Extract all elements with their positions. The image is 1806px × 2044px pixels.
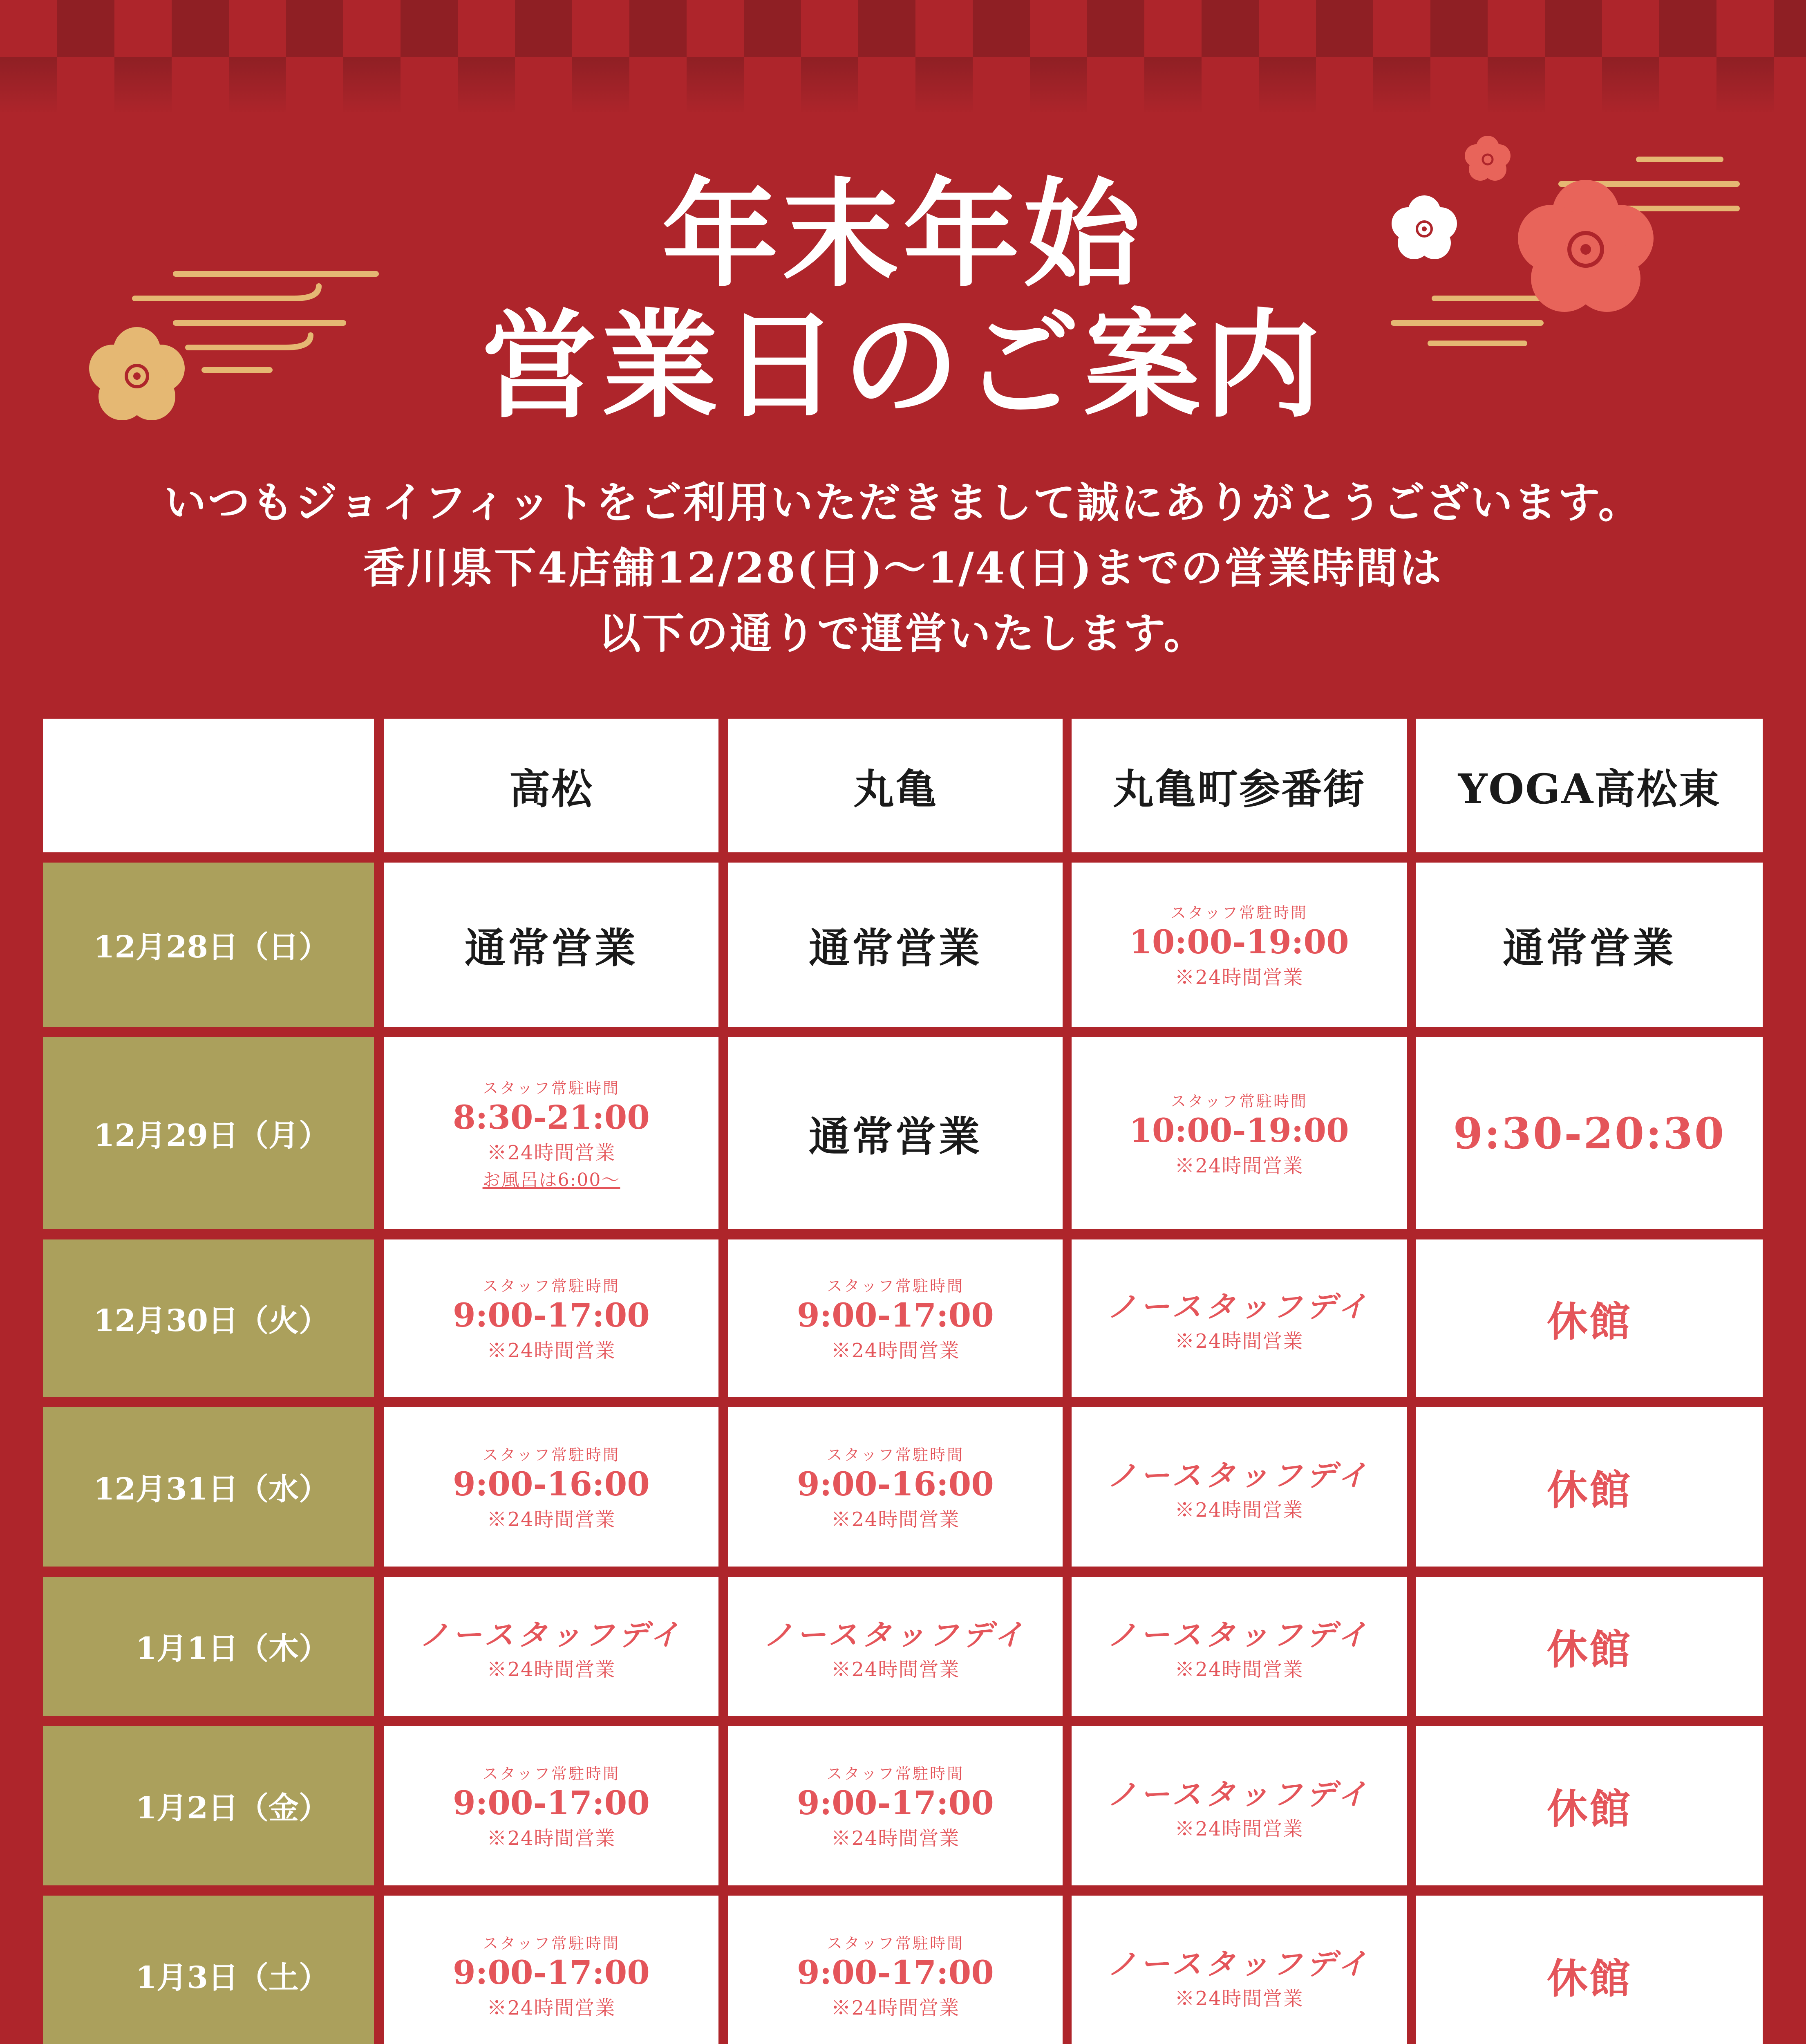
staff-hours-time: 9:00-17:00 xyxy=(797,1953,994,1992)
status-normal: 通常営業 xyxy=(1503,924,1676,972)
schedule-cell xyxy=(1072,1407,1407,1567)
staff-hours-time: 9:00-16:00 xyxy=(797,1464,994,1503)
schedule-cell xyxy=(728,1037,1063,1229)
schedule-cell xyxy=(1416,863,1763,1027)
schedule-cell xyxy=(728,1577,1063,1716)
open-24h-note: ※24時間営業 xyxy=(487,1827,616,1850)
staff-hours-time: 10:00-19:00 xyxy=(1129,1111,1349,1150)
open-24h-note: ※24時間営業 xyxy=(831,1827,960,1850)
staff-hours-time: 9:00-17:00 xyxy=(453,1783,650,1822)
date-cell: 12月28日（日） xyxy=(43,863,374,1027)
staff-hours-time: 9:00-17:00 xyxy=(797,1783,994,1822)
staff-hours-time: 10:00-19:00 xyxy=(1129,922,1349,961)
schedule-cell xyxy=(1072,863,1407,1027)
staff-hours-label: スタッフ常駐時間 xyxy=(826,1446,964,1464)
open-24h-note: ※24時間営業 xyxy=(1175,1498,1304,1522)
page-title-line2: 営業日のご案内 xyxy=(481,297,1325,434)
checker-fade-top xyxy=(0,57,1806,114)
staff-hours-label: スタッフ常駐時間 xyxy=(482,1446,620,1464)
staff-hours-label: スタッフ常駐時間 xyxy=(826,1277,964,1295)
schedule-cell xyxy=(384,1239,718,1397)
no-staff-label: ノースタッフデイ xyxy=(1107,1946,1371,1981)
schedule-cell xyxy=(728,1726,1063,1885)
schedule-cell xyxy=(1416,1726,1763,1885)
intro-line: 以下の通りで運営いたします。 xyxy=(598,609,1208,658)
status-normal: 通常営業 xyxy=(809,924,982,972)
date-cell: 1月1日（木） xyxy=(43,1577,374,1716)
open-24h-note: ※24時間営業 xyxy=(831,1996,960,2019)
staff-hours-time: 9:00-17:00 xyxy=(453,1953,650,1992)
open-24h-note: ※24時間営業 xyxy=(487,1508,616,1531)
table-header-cell: 丸亀 xyxy=(728,719,1063,852)
table-header-empty xyxy=(43,719,374,852)
open-24h-note: ※24時間営業 xyxy=(487,1339,616,1362)
open-24h-note: ※24時間営業 xyxy=(487,1996,616,2019)
schedule-cell xyxy=(1072,1037,1407,1229)
status-closed: 休館 xyxy=(1547,1625,1632,1674)
status-closed: 休館 xyxy=(1547,1466,1632,1514)
status-closed: 休館 xyxy=(1547,1954,1632,2003)
open-24h-note: ※24時間営業 xyxy=(487,1141,616,1164)
staff-hours-label: スタッフ常駐時間 xyxy=(1170,903,1308,922)
intro-line: いつもジョイフィットをご利用いただきまして誠にありがとうございます。 xyxy=(164,478,1642,527)
staff-hours-time: 9:00-17:00 xyxy=(797,1296,994,1334)
table-header-cell: 高松 xyxy=(384,719,718,852)
status-closed: 休館 xyxy=(1547,1785,1632,1833)
status-normal: 通常営業 xyxy=(465,924,638,972)
open-24h-note: ※24時間営業 xyxy=(1175,1154,1304,1177)
date-cell: 12月31日（水） xyxy=(43,1407,374,1567)
open-24h-note: ※24時間営業 xyxy=(1175,1658,1304,1681)
schedule-cell xyxy=(728,1896,1063,2044)
schedule-cell xyxy=(1416,1239,1763,1397)
schedule-cell xyxy=(728,1239,1063,1397)
schedule-cell xyxy=(1416,1896,1763,2044)
schedule-cell xyxy=(1072,1239,1407,1397)
staff-hours-time: 9:00-17:00 xyxy=(453,1296,650,1334)
bath-hours-note: お風呂は6:00～ xyxy=(482,1169,620,1190)
open-24h-note: ※24時間営業 xyxy=(1175,1330,1304,1353)
schedule-cell xyxy=(1416,1407,1763,1567)
open-24h-note: ※24時間営業 xyxy=(1175,1817,1304,1840)
table-header-cell: 丸亀町参番街 xyxy=(1072,719,1407,852)
schedule-cell xyxy=(384,1726,718,1885)
staff-hours-label: スタッフ常駐時間 xyxy=(482,1934,620,1952)
schedule-cell xyxy=(384,1037,718,1229)
no-staff-label: ノースタッフデイ xyxy=(419,1617,683,1652)
schedule-cell xyxy=(384,1407,718,1567)
hours-text: 9:30-20:30 xyxy=(1453,1108,1726,1159)
no-staff-label: ノースタッフデイ xyxy=(763,1617,1027,1652)
open-24h-note: ※24時間営業 xyxy=(831,1508,960,1531)
page-title-line1: 年末年始 xyxy=(662,166,1144,303)
date-cell: 1月2日（金） xyxy=(43,1726,374,1885)
staff-hours-label: スタッフ常駐時間 xyxy=(1170,1092,1308,1110)
open-24h-note: ※24時間営業 xyxy=(831,1339,960,1362)
schedule-cell xyxy=(1072,1726,1407,1885)
schedule-cell xyxy=(384,1577,718,1716)
status-closed: 休館 xyxy=(1547,1297,1632,1346)
no-staff-label: ノースタッフデイ xyxy=(1107,1617,1371,1652)
staff-hours-label: スタッフ常駐時間 xyxy=(482,1764,620,1783)
intro-line: 香川県下4店舗12/28(日)～1/4(日)までの営業時間は xyxy=(363,543,1443,593)
open-24h-note: ※24時間営業 xyxy=(487,1658,616,1681)
status-normal: 通常営業 xyxy=(809,1112,982,1161)
staff-hours-time: 8:30-21:00 xyxy=(453,1098,650,1136)
schedule-cell xyxy=(728,1407,1063,1567)
schedule-cell xyxy=(728,863,1063,1027)
no-staff-label: ノースタッフデイ xyxy=(1107,1457,1371,1493)
staff-hours-label: スタッフ常駐時間 xyxy=(826,1934,964,1952)
schedule-cell xyxy=(384,1896,718,2044)
schedule-cell xyxy=(1416,1037,1763,1229)
date-cell: 12月30日（火） xyxy=(43,1239,374,1397)
intro-text xyxy=(0,470,1806,666)
no-staff-label: ノースタッフデイ xyxy=(1107,1776,1371,1811)
schedule-cell xyxy=(1072,1896,1407,2044)
schedule-cell xyxy=(1416,1577,1763,1716)
date-cell: 12月29日（月） xyxy=(43,1037,374,1229)
staff-hours-label: スタッフ常駐時間 xyxy=(826,1764,964,1783)
date-cell: 1月3日（土） xyxy=(43,1896,374,2044)
staff-hours-label: スタッフ常駐時間 xyxy=(482,1079,620,1097)
table-header-cell: YOGA高松東 xyxy=(1416,719,1763,852)
no-staff-label: ノースタッフデイ xyxy=(1107,1289,1371,1324)
schedule-cell xyxy=(384,863,718,1027)
staff-hours-time: 9:00-16:00 xyxy=(453,1464,650,1503)
staff-hours-label: スタッフ常駐時間 xyxy=(482,1277,620,1295)
open-24h-note: ※24時間営業 xyxy=(831,1658,960,1681)
schedule-cell xyxy=(1072,1577,1407,1716)
open-24h-note: ※24時間営業 xyxy=(1175,966,1304,989)
open-24h-note: ※24時間営業 xyxy=(1175,1987,1304,2010)
